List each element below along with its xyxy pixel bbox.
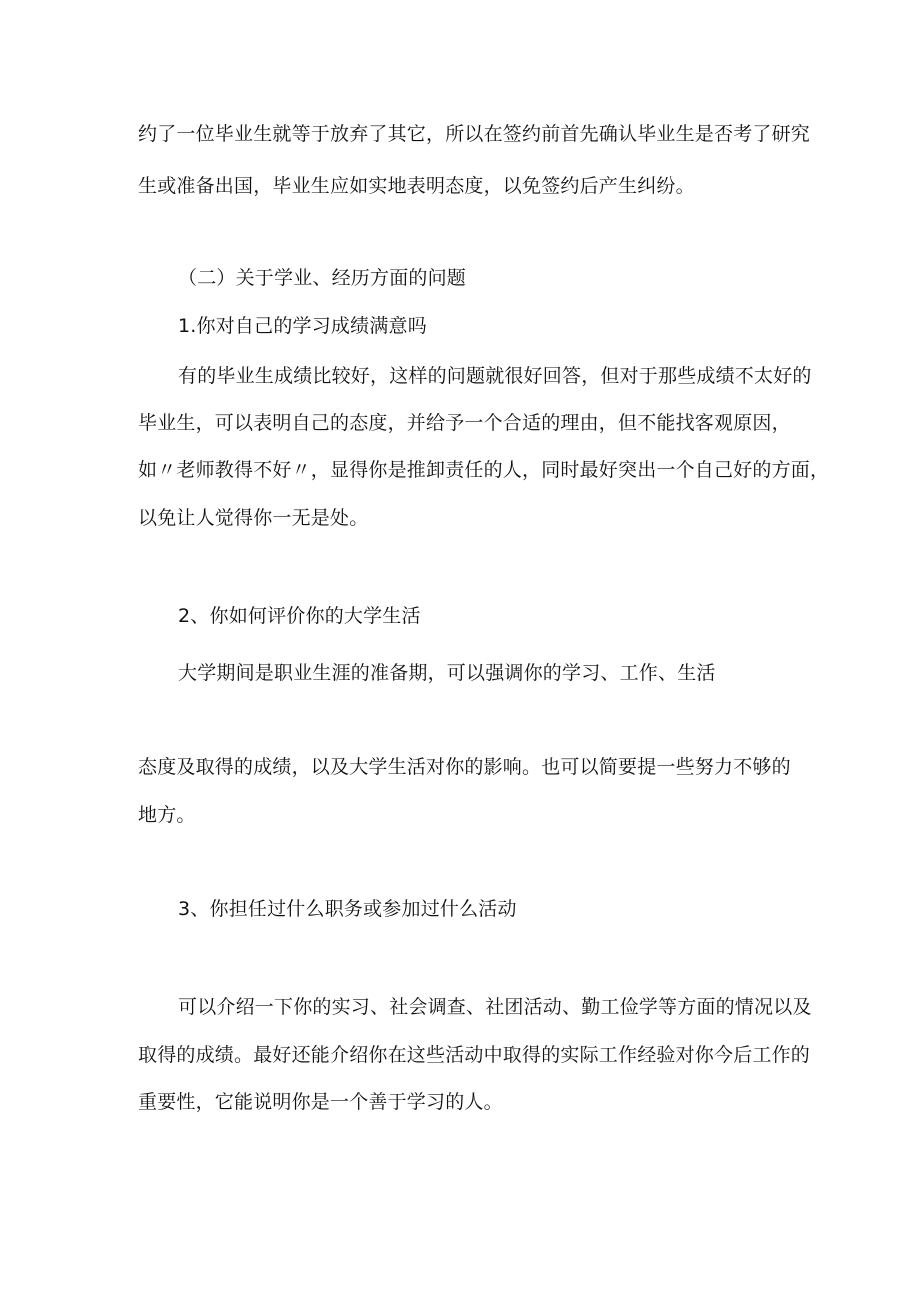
paragraph-line: 有的毕业生成绩比较好，这样的问题就很好回答，但对于那些成绩不太好的 <box>178 365 812 387</box>
paragraph-line: 态度及取得的成绩，以及大学生活对你的影响。也可以简要提一些努力不够的 <box>138 756 791 778</box>
paragraph-line: 地方。 <box>138 804 196 826</box>
paragraph-line: 生或准备出国，毕业生应如实地表明态度，以免签约后产生纠纷。 <box>138 175 695 197</box>
paragraph-line: 以免让人觉得你一无是处。 <box>138 507 369 529</box>
question-heading-1: 1.你对自己的学习成绩满意吗 <box>178 315 427 337</box>
question-heading-2: 2、你如何评价你的大学生活 <box>178 605 421 627</box>
paragraph-line: 取得的成绩。最好还能介绍你在这些活动中取得的实际工作经验对你今后工作的 <box>138 1044 811 1066</box>
paragraph-line: 毕业生，可以表明自己的态度，并给予一个合适的理由，但不能找客观原因， <box>138 412 791 434</box>
paragraph-line: 约了一位毕业生就等于放弃了其它，所以在签约前首先确认毕业生是否考了研究 <box>138 123 811 145</box>
section-heading: （二）关于学业、经历方面的问题 <box>178 267 467 289</box>
paragraph-line: 重要性，它能说明你是一个善于学习的人。 <box>138 1091 503 1113</box>
paragraph-line: 大学期间是职业生涯的准备期，可以强调你的学习、工作、生活 <box>178 662 716 684</box>
paragraph-line: 如〃老师教得不好〃，显得你是推卸责任的人，同时最好突出一个自己好的方面， <box>138 459 830 481</box>
question-heading-3: 3、你担任过什么职务或参加过什么活动 <box>178 898 517 920</box>
paragraph-line: 可以介绍一下你的实习、社会调查、社团活动、勤工俭学等方面的情况以及 <box>178 996 812 1018</box>
